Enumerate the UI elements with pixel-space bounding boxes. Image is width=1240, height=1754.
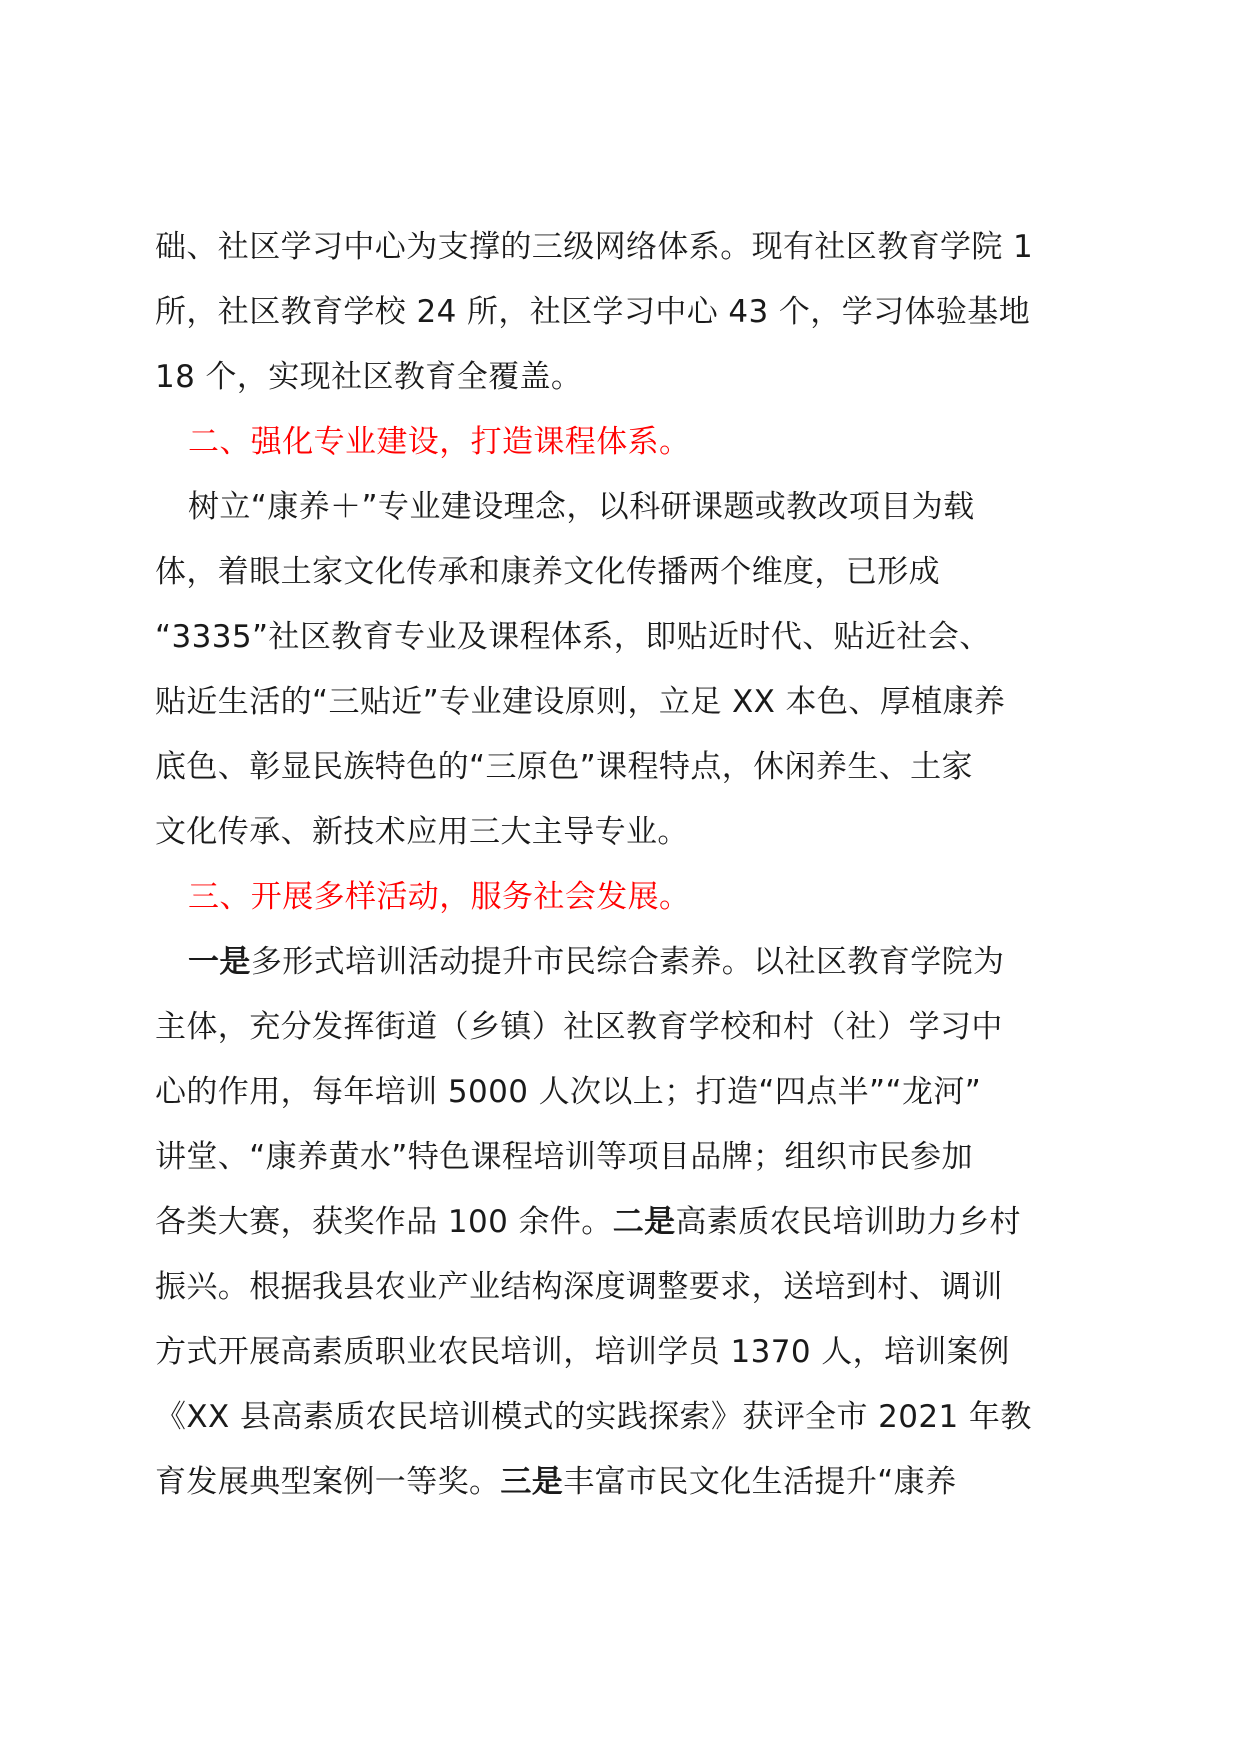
- section-heading: [155, 865, 1095, 930]
- body-line: [155, 1125, 1095, 1190]
- body-line: [155, 735, 1095, 800]
- bold-lead-text: 二是: [612, 1204, 676, 1240]
- body-line: [155, 995, 1095, 1060]
- body-line: [155, 280, 1095, 345]
- body-line: [155, 930, 1095, 995]
- body-line: [155, 215, 1095, 280]
- body-line: [155, 1190, 1095, 1255]
- body-line: [155, 475, 1095, 540]
- body-text: 体，着眼土家文化传承和康养文化传播两个维度，已形成: [155, 554, 940, 590]
- body-text: 文化传承、新技术应用三大主导专业。: [155, 814, 689, 850]
- bold-lead-text: 一是: [188, 944, 251, 980]
- body-line: [155, 670, 1095, 735]
- body-text: 丰富市民文化生活提升“康养: [563, 1464, 957, 1500]
- body-text: 高素质农民培训助力乡村: [675, 1204, 1021, 1240]
- section-heading-text: 二、强化专业建设，打造课程体系。: [188, 424, 691, 460]
- body-text: 心的作用，每年培训 5000 人次以上；打造“四点半”“龙河”: [155, 1074, 982, 1110]
- body-text: 方式开展高素质职业农民培训，培训学员 1370 人，培训案例: [155, 1334, 1010, 1370]
- body-text: 多形式培训活动提升市民综合素养。以社区教育学院为: [250, 944, 1005, 980]
- bold-lead-text: 三是: [500, 1464, 564, 1500]
- body-line: [155, 605, 1095, 670]
- body-line: [155, 1385, 1095, 1450]
- document-body: [155, 215, 1095, 1515]
- body-line: [155, 1320, 1095, 1385]
- body-text: 育发展典型案例一等奖。: [155, 1464, 501, 1500]
- body-text: 18 个，实现社区教育全覆盖。: [155, 359, 583, 395]
- body-line: [155, 1450, 1095, 1515]
- body-text: 底色、彰显民族特色的“三原色”课程特点，休闲养生、土家: [155, 749, 973, 785]
- body-text: 《XX 县高素质农民培训模式的实践探索》获评全市 2021 年教: [155, 1399, 1032, 1435]
- body-text: 所，社区教育学校 24 所，社区学习中心 43 个，学习体验基地: [155, 294, 1031, 330]
- body-text: 主体，充分发挥街道（乡镇）社区教育学校和村（社）学习中: [155, 1009, 1003, 1045]
- body-text: 讲堂、“康养黄水”特色课程培训等项目品牌；组织市民参加: [155, 1139, 973, 1175]
- body-text: 础、社区学习中心为支撑的三级网络体系。现有社区教育学院 1: [155, 229, 1034, 265]
- body-line: [155, 800, 1095, 865]
- body-line: [155, 540, 1095, 605]
- body-line: [155, 1255, 1095, 1320]
- section-heading: [155, 410, 1095, 475]
- body-line: [155, 1060, 1095, 1125]
- body-text: “3335”社区教育专业及课程体系，即贴近时代、贴近社会、: [155, 619, 991, 655]
- body-text: 树立“康养＋”专业建设理念，以科研课题或教改项目为载: [188, 489, 975, 525]
- body-text: 贴近生活的“三贴近”专业建设原则，立足 XX 本色、厚植康养: [155, 684, 1006, 720]
- body-line: [155, 345, 1095, 410]
- body-text: 振兴。根据我县农业产业结构深度调整要求，送培到村、调训: [155, 1269, 1003, 1305]
- section-heading-text: 三、开展多样活动，服务社会发展。: [188, 879, 691, 915]
- body-text: 各类大赛，获奖作品 100 余件。: [155, 1204, 613, 1240]
